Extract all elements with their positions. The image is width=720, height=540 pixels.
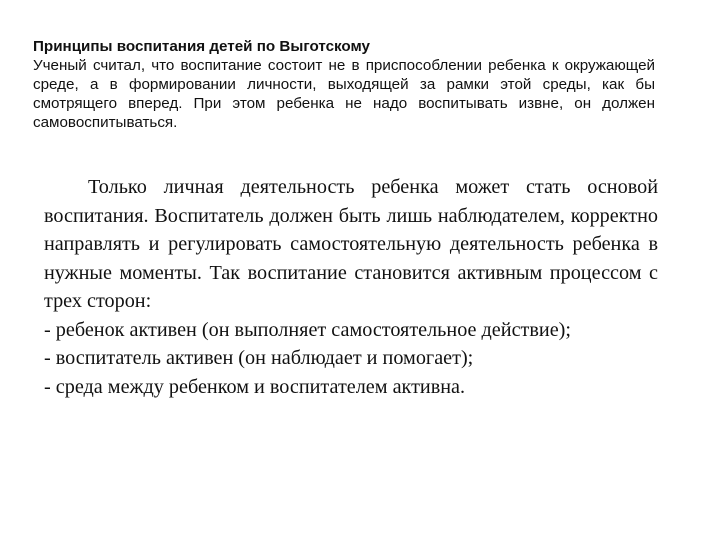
list-item-environment: - среда между ребенком и воспитателем активна. (44, 375, 466, 398)
main-text-block (44, 173, 658, 401)
main-paragraph: Только личная деятельность ребенка может стать основой воспитания. Воспитатель должен быть лишь наблюдателем, корректно направлять и регулировать самостоятельную деятельность ребенка в нужные моменты. Так воспитание становится активным процессом с трех сторон: (44, 176, 658, 312)
intro-block (33, 37, 655, 132)
list-item-teacher: - воспитатель активен (он наблюдает и помогает); (44, 347, 474, 369)
slide-title: Принципы воспитания детей по Выготскому (33, 38, 370, 55)
intro-text: Ученый считал, что воспитание состоит не в приспособлении ребенка к окружающей среде, а в формировании личности, выходящей за рамки этой среды, как бы смотрящего вперед. При этом ребенка не надо воспитывать извне, он должен самовоспитываться. (33, 57, 655, 131)
list-item-child: - ребенок активен (он выполняет самостоятельное действие); (44, 318, 571, 341)
